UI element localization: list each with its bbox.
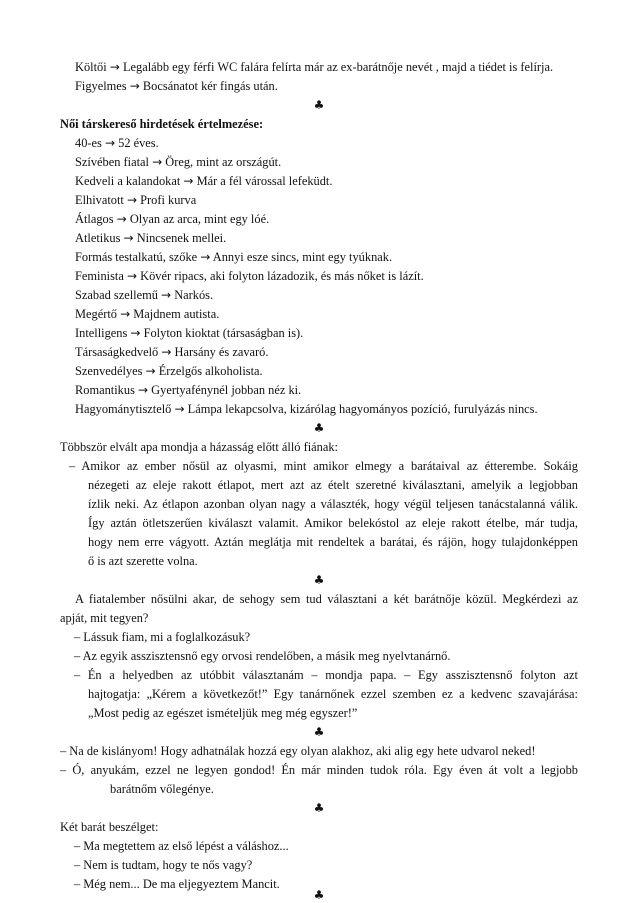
arrow-icon: → [145, 364, 156, 378]
definition-line: Formás testalkatú, szőke → Annyi esze sincs, mint egy tyúknak. [75, 250, 393, 264]
arrow-icon: → [123, 231, 134, 245]
dialogue-line: „Most pedig az egészet ismételjük meg még egyszer!” [88, 706, 358, 720]
paragraph-line: Többször elvált apa mondja a házasság előtt álló fiának: [60, 440, 338, 454]
definition-line: 40-es → 52 éves. [75, 136, 159, 150]
arrow-icon: → [104, 136, 116, 150]
arrow-icon: → [116, 212, 127, 226]
definition-line: Szabad szellemű → Narkós. [75, 288, 214, 302]
arrow-icon: → [126, 269, 138, 283]
arrow-icon: → [152, 155, 163, 169]
arrow-icon: → [174, 402, 185, 416]
arrow-icon: → [183, 174, 194, 188]
dialogue-line: – Ó, anyukám, ezzel ne legyen gondod! Én már minden tudok róla. Egy éven át volt a legjobb [60, 763, 578, 777]
dialogue-line: – Az egyik asszisztensnő egy orvosi rendelőben, a másik meg nyelvtanárnő. [74, 649, 451, 663]
dialogue-line: ízlik neki. Az étlapon azonban olyan nagy a választék, hogy végül teljesen tanácstalanná válik. [88, 497, 578, 511]
definition-line: Társaságkedvelő → Harsány és zavaró. [75, 345, 269, 359]
arrow-icon: → [129, 79, 140, 93]
club-separator-icon: ♣ [313, 98, 325, 112]
definition-line: Romantikus → Gyertyafénynél jobban néz ki. [75, 383, 302, 397]
dialogue-line: – Amikor az ember nősül az olyasmi, mint amikor elmegy a barátaival az étterembe. Sokáig [69, 459, 578, 473]
definition-line: Atletikus → Nincsenek mellei. [75, 231, 227, 245]
definition-line: Szívében fiatal → Öreg, mint az országút. [75, 155, 282, 169]
dialogue-line: – Na de kislányom! Hogy adhatnálak hozzá egy olyan alakhoz, aki alig egy hete udvarol neked! [60, 744, 536, 758]
definition-line: Intelligens → Folyton kioktat (társaságban is). [75, 326, 304, 340]
definition-line: Figyelmes → Bocsánatot kér fingás után. [75, 79, 278, 93]
definition-line: Költői → Legalább egy férfi WC falára felírta már az ex-barátnője nevét , majd a tiédet is felírja. [75, 60, 554, 74]
paragraph-line: Két barát beszélget: [60, 820, 159, 834]
paragraph-line: apját, mit tegyen? [60, 611, 149, 625]
club-separator-icon: ♣ [313, 421, 325, 435]
dialogue-line: barátnőm vőlegénye. [110, 782, 214, 796]
definition-line: Hagyománytisztelő → Lámpa lekapcsolva, kizárólag hagyományos pozíció, furulyázás nincs. [75, 402, 538, 416]
definition-line: Átlagos → Olyan az arca, mint egy lóé. [75, 212, 270, 226]
arrow-icon: → [109, 60, 120, 74]
paragraph-line: A fiatalember nősülni akar, de sehogy sem tud választani a két barátnője közül. Megkérdezi az [75, 592, 578, 606]
arrow-icon: → [138, 383, 149, 397]
dialogue-line: – Még nem... De ma eljegyeztem Mancit. [74, 877, 280, 891]
club-separator-icon: ♣ [313, 725, 325, 739]
definition-line: Feminista → Kövér ripacs, aki folyton lázadozik, és más nőket is lázít. [75, 269, 424, 283]
dialogue-line: hajtogatja: „Kérem a következőt!” Egy tanárnőnek ezzel szemben ez a kedvenc szavajárása: [88, 687, 578, 701]
arrow-icon: → [120, 307, 131, 321]
arrow-icon: → [200, 250, 211, 264]
club-separator-icon: ♣ [313, 801, 325, 815]
definition-line: Kedveli a kalandokat → Már a fél várossal lefeküdt. [75, 174, 333, 188]
dialogue-line: – Ma megtettem az első lépést a váláshoz... [74, 839, 289, 853]
dialogue-line: hogy nem erre vágyott. Aztán meglátja mit rendeltek a barátai, és rájön, hogy tulajdonképpen [88, 535, 578, 549]
dialogue-line: nézegeti az eleje rakott étlapot, mert azt az ételt szeretné kiválasztani, amelyik a legjobban [88, 478, 578, 492]
section-heading: Női társkereső hirdetések értelmezése: [60, 117, 264, 131]
dialogue-line: – Lássuk fiam, mi a foglalkozásuk? [74, 630, 251, 644]
dialogue-line: – Én a helyedben az utóbbit választanám – mondja papa. – Egy asszisztensnő folyton azt [74, 668, 578, 682]
dialogue-line: – Nem is tudtam, hogy te nős vagy? [74, 858, 253, 872]
dialogue-line: Így aztán ötletszerűen kiválaszt valamit. Amikor belekóstol az eleje rakott ételbe, már tudja, [88, 516, 578, 530]
arrow-icon: → [161, 345, 172, 359]
dialogue-line: ő is azt szerette volna. [88, 554, 198, 568]
arrow-icon: → [130, 326, 141, 340]
definition-line: Megértő → Majdnem autista. [75, 307, 220, 321]
definition-line: Elhivatott → Profi kurva [75, 193, 197, 207]
arrow-icon: → [161, 288, 172, 302]
club-separator-icon: ♣ [313, 573, 325, 587]
arrow-icon: → [126, 193, 138, 207]
definition-line: Szenvedélyes → Érzelgős alkoholista. [75, 364, 263, 378]
club-separator-icon: ♣ [313, 888, 325, 902]
